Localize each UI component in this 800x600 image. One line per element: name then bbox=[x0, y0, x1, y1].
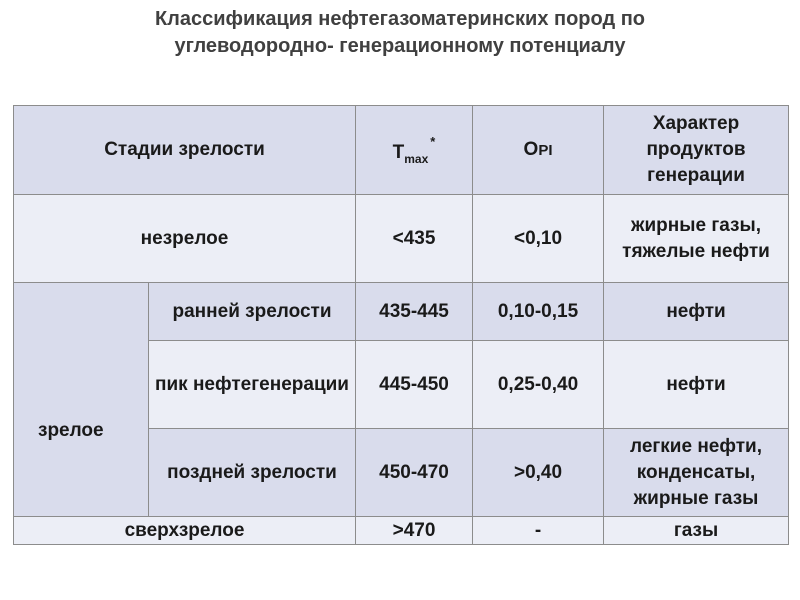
products-cell: газы bbox=[604, 517, 789, 545]
table-row bbox=[14, 283, 789, 341]
stage-cell: пик нефтегенерации bbox=[149, 341, 356, 429]
products-cell: легкие нефти, конденсаты, жирные газы bbox=[604, 429, 789, 517]
table-row bbox=[14, 517, 789, 545]
products-cell: нефти bbox=[604, 283, 789, 341]
header-tmax-sub: max bbox=[404, 151, 429, 166]
opi-cell: >0,40 bbox=[473, 429, 604, 517]
tmax-cell: >470 bbox=[356, 517, 473, 545]
stage-cell: поздней зрелости bbox=[149, 429, 356, 517]
stage-cell: сверхзрелое bbox=[14, 517, 356, 545]
tmax-cell: <435 bbox=[356, 195, 473, 283]
header-tmax-sup: * bbox=[430, 133, 436, 149]
tmax-cell: 435-445 bbox=[356, 283, 473, 341]
opi-cell: <0,10 bbox=[473, 195, 604, 283]
title-line-1: Классификация нефтегазоматеринских пород по bbox=[154, 8, 646, 30]
tmax-cell: 445-450 bbox=[356, 341, 473, 429]
opi-cell: - bbox=[473, 517, 604, 545]
stage-cell: ранней зрелости bbox=[149, 283, 356, 341]
header-tmax bbox=[356, 106, 473, 195]
header-stage: Стадии зрелости bbox=[14, 106, 356, 195]
maturity-classification-table bbox=[13, 105, 789, 545]
header-tmax-main: T bbox=[392, 141, 405, 163]
stage-cell: незрелое bbox=[14, 195, 356, 283]
tmax-cell: 450-470 bbox=[356, 429, 473, 517]
title-line-2: углеводородно- генерационному потенциалу bbox=[174, 35, 626, 57]
opi-cell: 0,10-0,15 bbox=[473, 283, 604, 341]
header-opi-main: O bbox=[523, 138, 539, 160]
header-opi bbox=[473, 106, 604, 195]
table-row bbox=[14, 195, 789, 283]
header-opi-rest: PI bbox=[538, 141, 553, 159]
table-header-row bbox=[14, 106, 789, 195]
group-cell: зрелое bbox=[14, 283, 149, 517]
opi-cell: 0,25-0,40 bbox=[473, 341, 604, 429]
products-cell: жирные газы, тяжелые нефти bbox=[604, 195, 789, 283]
products-cell: нефти bbox=[604, 341, 789, 429]
page-title bbox=[0, 6, 800, 60]
header-products: Характер продуктов генерации bbox=[604, 106, 789, 195]
